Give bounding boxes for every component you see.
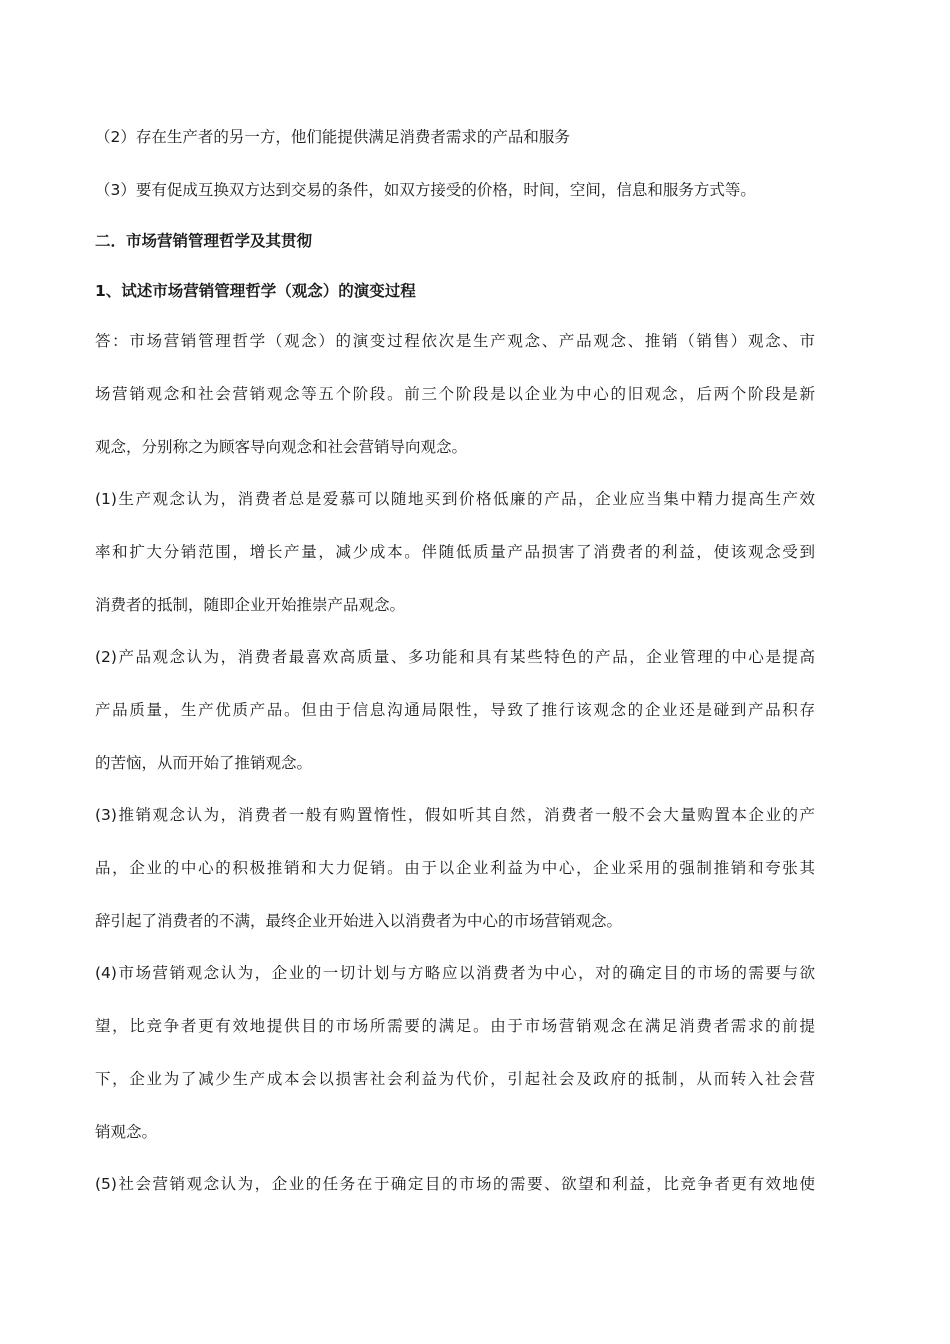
- paragraph-4-line-4: 销观念。: [95, 1123, 158, 1141]
- paragraph-2-line-3: 的苦恼，从而开始了推销观念。: [95, 754, 313, 772]
- paragraph-2-line-2: 产品质量，生产优质产品。但由于信息沟通局限性，导致了推行该观念的企业还是碰到产品积存: [95, 701, 815, 719]
- paragraph-5-line-1: (5)社会营销观念认为，企业的任务在于确定目的市场的需要、欲望和利益，比竞争者更有效地使: [95, 1175, 815, 1193]
- question-heading: 1、试述市场营销管理哲学（观念）的演变过程: [95, 282, 416, 300]
- paragraph-4-line-3: 下，企业为了减少生产成本会以损害社会利益为代价，引起社会及政府的抵制，从而转入社会营: [95, 1070, 815, 1088]
- answer-line-3: 观念，分别称之为顾客导向观念和社会营销导向观念。: [95, 438, 468, 456]
- paragraph-4-line-1: (4)市场营销观念认为，企业的一切计划与方略应以消费者为中心，对的确定目的市场的需要与欲: [95, 964, 815, 982]
- paragraph-2-line-1: (2)产品观念认为，消费者最喜欢高质量、多功能和具有某些特色的产品，企业管理的中心是提高: [95, 648, 815, 666]
- paragraph-1-line-2: 率和扩大分销范围，增长产量，减少成本。伴随低质量产品损害了消费者的利益，使该观念受到: [95, 543, 815, 561]
- list-item-3: （3）要有促成互换双方达到交易的条件，如双方接受的价格，时间，空间，信息和服务方式等。: [95, 181, 756, 199]
- paragraph-3-line-1: (3)推销观念认为，消费者一般有购置惰性，假如听其自然，消费者一般不会大量购置本企业的产: [95, 806, 815, 824]
- answer-line-2: 场营销观念和社会营销观念等五个阶段。前三个阶段是以企业为中心的旧观念，后两个阶段是新: [95, 385, 815, 403]
- answer-line-1: 答：市场营销管理哲学（观念）的演变过程依次是生产观念、产品观念、推销（销售）观念、市: [95, 332, 815, 350]
- list-item-2: （2）存在生产者的另一方，他们能提供满足消费者需求的产品和服务: [95, 128, 570, 146]
- paragraph-4-line-2: 望，比竞争者更有效地提供目的市场所需要的满足。由于市场营销观念在满足消费者需求的前提: [95, 1017, 815, 1035]
- paragraph-1-line-1: (1)生产观念认为，消费者总是爱慕可以随地买到价格低廉的产品，企业应当集中精力提高生产效: [95, 490, 815, 508]
- section-heading: 二．市场营销管理哲学及其贯彻: [95, 232, 313, 250]
- paragraph-3-line-2: 品，企业的中心的积极推销和大力促销。由于以企业利益为中心，企业采用的强制推销和夸张其: [95, 859, 815, 877]
- paragraph-3-line-3: 辞引起了消费者的不满，最终企业开始进入以消费者为中心的市场营销观念。: [95, 912, 623, 930]
- paragraph-1-line-3: 消费者的抵制，随即企业开始推崇产品观念。: [95, 596, 406, 614]
